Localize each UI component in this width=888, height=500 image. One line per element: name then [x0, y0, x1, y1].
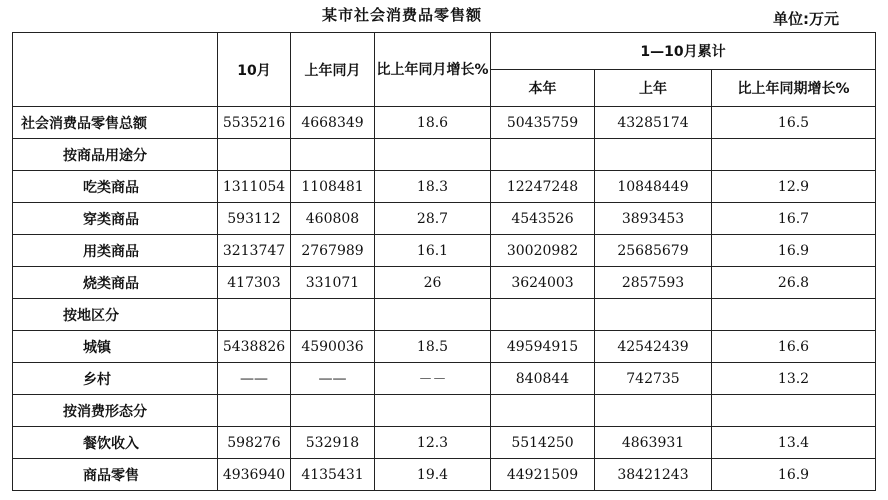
table-row — [13, 171, 876, 203]
cum-growth-value — [712, 299, 876, 331]
yoy-growth-value: 18.3 — [375, 171, 491, 203]
last-year-month-value: 4135431 — [291, 459, 375, 491]
this-year-cum-value: 44921509 — [491, 459, 595, 491]
last-year-cum-value: 742735 — [595, 363, 712, 395]
row-label: 商品零售 — [13, 459, 218, 491]
table-row — [13, 363, 876, 395]
last-year-month-value: 4590036 — [291, 331, 375, 363]
row-label: 城镇 — [13, 331, 218, 363]
last-year-cum-value: 42542439 — [595, 331, 712, 363]
last-year-month-value: 460808 — [291, 203, 375, 235]
month-value — [218, 299, 291, 331]
yoy-growth-value: 19.4 — [375, 459, 491, 491]
this-year-cum-value: 4543526 — [491, 203, 595, 235]
last-year-cum-value: 2857593 — [595, 267, 712, 299]
row-label: 按地区分 — [13, 299, 218, 331]
retail-sales-table — [12, 32, 876, 491]
unit-label: 单位:万元 — [773, 10, 839, 28]
header-cum-yoy-growth: 比上年同期增长% — [712, 70, 876, 107]
month-value: 4936940 — [218, 459, 291, 491]
month-value: 417303 — [218, 267, 291, 299]
month-value — [218, 139, 291, 171]
header-yoy-growth — [375, 33, 491, 107]
this-year-cum-value: 30020982 — [491, 235, 595, 267]
last-year-cum-value — [595, 395, 712, 427]
cum-growth-value: 16.6 — [712, 331, 876, 363]
row-label: 按消费形态分 — [13, 395, 218, 427]
month-value: —— — [218, 363, 291, 395]
row-label: 穿类商品 — [13, 203, 218, 235]
last-year-month-value: —— — [291, 363, 375, 395]
row-label: 乡村 — [13, 363, 218, 395]
this-year-cum-value: 49594915 — [491, 331, 595, 363]
last-year-cum-value: 38421243 — [595, 459, 712, 491]
row-label: 餐饮收入 — [13, 427, 218, 459]
cum-growth-value: 16.5 — [712, 107, 876, 139]
this-year-cum-value: 5514250 — [491, 427, 595, 459]
cum-growth-value — [712, 395, 876, 427]
table-row — [13, 203, 876, 235]
this-year-cum-value — [491, 139, 595, 171]
month-value: 593112 — [218, 203, 291, 235]
header-this-year: 本年 — [491, 70, 595, 107]
last-year-month-value — [291, 139, 375, 171]
month-value: 1311054 — [218, 171, 291, 203]
last-year-cum-value: 10848449 — [595, 171, 712, 203]
table-row — [13, 107, 876, 139]
yoy-growth-value — [375, 299, 491, 331]
month-value: 5438826 — [218, 331, 291, 363]
table-row — [13, 459, 876, 491]
yoy-growth-value: 28.7 — [375, 203, 491, 235]
header-month: 10月 — [218, 33, 291, 107]
month-value: 3213747 — [218, 235, 291, 267]
cum-growth-value: 16.7 — [712, 203, 876, 235]
cum-growth-value — [712, 139, 876, 171]
last-year-month-value — [291, 299, 375, 331]
last-year-cum-value: 4863931 — [595, 427, 712, 459]
table-row — [13, 299, 876, 331]
cum-growth-value: 13.4 — [712, 427, 876, 459]
table-row — [13, 395, 876, 427]
row-label: 烧类商品 — [13, 267, 218, 299]
table-title: 某市社会消费品零售额 — [322, 6, 483, 24]
row-label: 吃类商品 — [13, 171, 218, 203]
cum-growth-value: 16.9 — [712, 235, 876, 267]
month-value: 598276 — [218, 427, 291, 459]
table-row — [13, 139, 876, 171]
table-row — [13, 427, 876, 459]
cum-growth-value: 26.8 — [712, 267, 876, 299]
yoy-growth-value: 18.5 — [375, 331, 491, 363]
last-year-cum-value — [595, 139, 712, 171]
last-year-cum-value: 43285174 — [595, 107, 712, 139]
row-label: 用类商品 — [13, 235, 218, 267]
last-year-cum-value: 25685679 — [595, 235, 712, 267]
yoy-growth-value — [375, 395, 491, 427]
yoy-growth-value: 18.6 — [375, 107, 491, 139]
header-yoy-growth-label: 比上年同月增长% — [376, 61, 489, 78]
last-year-month-value: 2767989 — [291, 235, 375, 267]
last-year-month-value: 4668349 — [291, 107, 375, 139]
table-row — [13, 331, 876, 363]
header-blank-cell — [13, 33, 218, 107]
table-row — [13, 235, 876, 267]
last-year-month-value: 532918 — [291, 427, 375, 459]
cum-growth-value: 13.2 — [712, 363, 876, 395]
last-year-month-value: 331071 — [291, 267, 375, 299]
row-label: 按商品用途分 — [13, 139, 218, 171]
last-year-cum-value — [595, 299, 712, 331]
last-year-cum-value: 3893453 — [595, 203, 712, 235]
cum-growth-value: 12.9 — [712, 171, 876, 203]
this-year-cum-value: 12247248 — [491, 171, 595, 203]
this-year-cum-value: 50435759 — [491, 107, 595, 139]
row-label: 社会消费品零售总额 — [13, 107, 218, 139]
this-year-cum-value — [491, 395, 595, 427]
header-last-year-same-month: 上年同月 — [291, 33, 375, 107]
last-year-month-value — [291, 395, 375, 427]
this-year-cum-value: 3624003 — [491, 267, 595, 299]
this-year-cum-value: 840844 — [491, 363, 595, 395]
last-year-month-value: 1108481 — [291, 171, 375, 203]
yoy-growth-value — [375, 139, 491, 171]
month-value — [218, 395, 291, 427]
cum-growth-value: 16.9 — [712, 459, 876, 491]
this-year-cum-value — [491, 299, 595, 331]
yoy-growth-value: 26 — [375, 267, 491, 299]
header-cumulative: 1—10月累计 — [491, 33, 876, 70]
header-last-year: 上年 — [595, 70, 712, 107]
month-value: 5535216 — [218, 107, 291, 139]
yoy-growth-value: 12.3 — [375, 427, 491, 459]
yoy-growth-value: 16.1 — [375, 235, 491, 267]
table-row — [13, 267, 876, 299]
yoy-growth-value: －－ — [375, 363, 491, 395]
